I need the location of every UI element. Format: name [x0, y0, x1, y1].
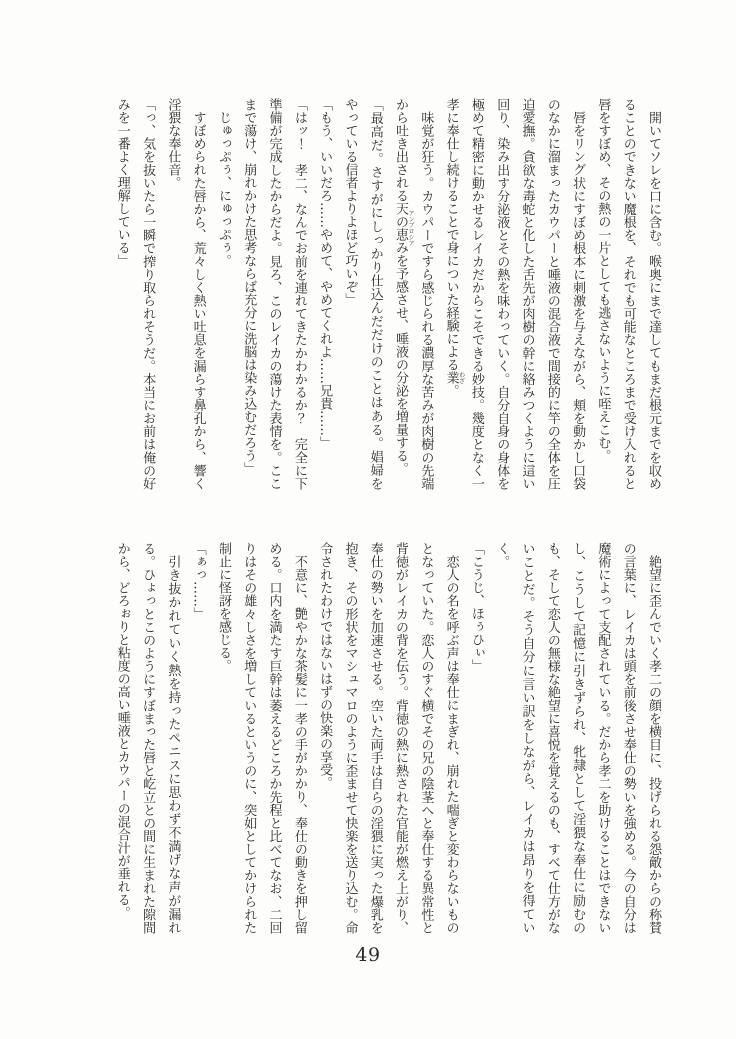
ruby-annotated-text: 天の恵み アンブロシア: [393, 202, 415, 254]
paragraph: 「もう、いいだろ……やめて、やめてくれよ……兄貴……」: [317, 98, 333, 449]
paragraph: 絶望に歪んでいく孝二の顔を横目に、投げられる怨敵からの称賛の言葉に、レイカは頭を前後させ奉仕の勢いを強める。今の自分は魔術によって支配されている。だから孝二を助けることはできないし、こうして記憶に引きずられ、牝隷として淫猥な奉仕に励むのも、そして恋人の無様な絶望に喜悦を覚えるのも、すべて仕方がないことだ。そう自分に言い訳をしながら、レイカは昂りを得ていく。: [494, 542, 661, 935]
paragraph: 引き抜かれていく熱を持ったペニスに思わず不満げな声が漏れる。ひょっとこのようにすぼまった唇と屹立との間に生まれた隙間から、どろぉりと粘度の高い唾液とカウパーの混合汁が垂れる。: [114, 542, 181, 934]
paragraph: 味覚が狂う。カウパーですら感じられる濃厚な苦みが肉樹の先端から吐き出される天の恵み アンブロシアを予感させ、唾液の分泌を増量する。: [393, 98, 434, 490]
paragraph: 「ぁっ……」: [190, 542, 206, 620]
paragraph: すぼめられた唇から、荒々しく熱い吐息を漏らす鼻孔から、響く淫猥な奉仕音。: [165, 98, 206, 490]
text-block-bottom: [109, 542, 666, 934]
page-number: 49: [355, 944, 381, 966]
paragraph: 不意に、艶やかな茶髪に一孝の手がかかり、奉仕の動きを押し留める。口内を満たす巨幹は萎えるどころか先程と比べてなお、二回りはその雄々しさを増しているというのに、突如としてかけられた制止に怪訝を感じる。: [215, 542, 307, 935]
paragraph: 開いてソレを口に含む。喉奥にまで達してもまだ根元までを収めることのできない魔根を、それでも可能なところまで受け入れると唇をすぼめ、その熱の一片としても逃さないように咥えこむ。: [595, 98, 661, 491]
paragraph: 「っ、気を抜いたら一瞬で搾り取られそうだ。本当にお前は俺の好みを一番よく理解している」: [114, 98, 156, 491]
paragraph: じゅっぷぅ、にゅっぷぅ。: [215, 111, 231, 267]
paragraph: 「最高だ。さすがにしっかり仕込んだだけのことはある。娼婦をやっている信者よりよほど巧いぞ」: [342, 98, 383, 490]
paragraph: 唇をリング状にすぼめ根本に刺激を与えながら、頬を動かし口袋のなかに溜まったカウパーと唾液の混合液で間接的に竿の全体を圧迫愛撫。貪欲な毒蛇と化した舌先が肉樹の幹に絡みつくように這い回り、染み出す分泌液とその熱を味わっていく。自分自身の身体を極めて精密に動かせるレイカだからこそできる妙技。幾度となく一孝に奉仕し続けることで身についた経験による業 わざ。: [443, 98, 586, 491]
paragraph: 恋人の名を呼ぶ声は奉仕にまぎれ、崩れた喘ぎと変わらないものとなっていた。恋人のすぐ横でその兄の陰茎へと奉仕する異常性と背徳がレイカの背を伝う。背徳の熱に熱された官能が燃え上がり、奉仕の勢いを加速させる。空いた両手は自らの淫猥に実った爆乳を抱き、その形状をマシュマロのように歪ませて快楽を送り込む。命令されたわけではないはずの快楽の享受。: [317, 542, 459, 935]
paragraph: 「はッ！ 孝二、なんでお前を連れてきたかわかるか？ 完全に下準備が完成したからだよ。見ろ、このレイカの蕩けた表情を。ここまで蕩け、崩れかけた思考ならば充分に洗脳は染み込むだろう」: [241, 98, 307, 491]
text-block-top: [109, 98, 666, 490]
paragraph: 「こうじ、ほぅひぃ」: [468, 542, 484, 672]
ruby-annotated-text: 業 わざ: [443, 371, 465, 384]
